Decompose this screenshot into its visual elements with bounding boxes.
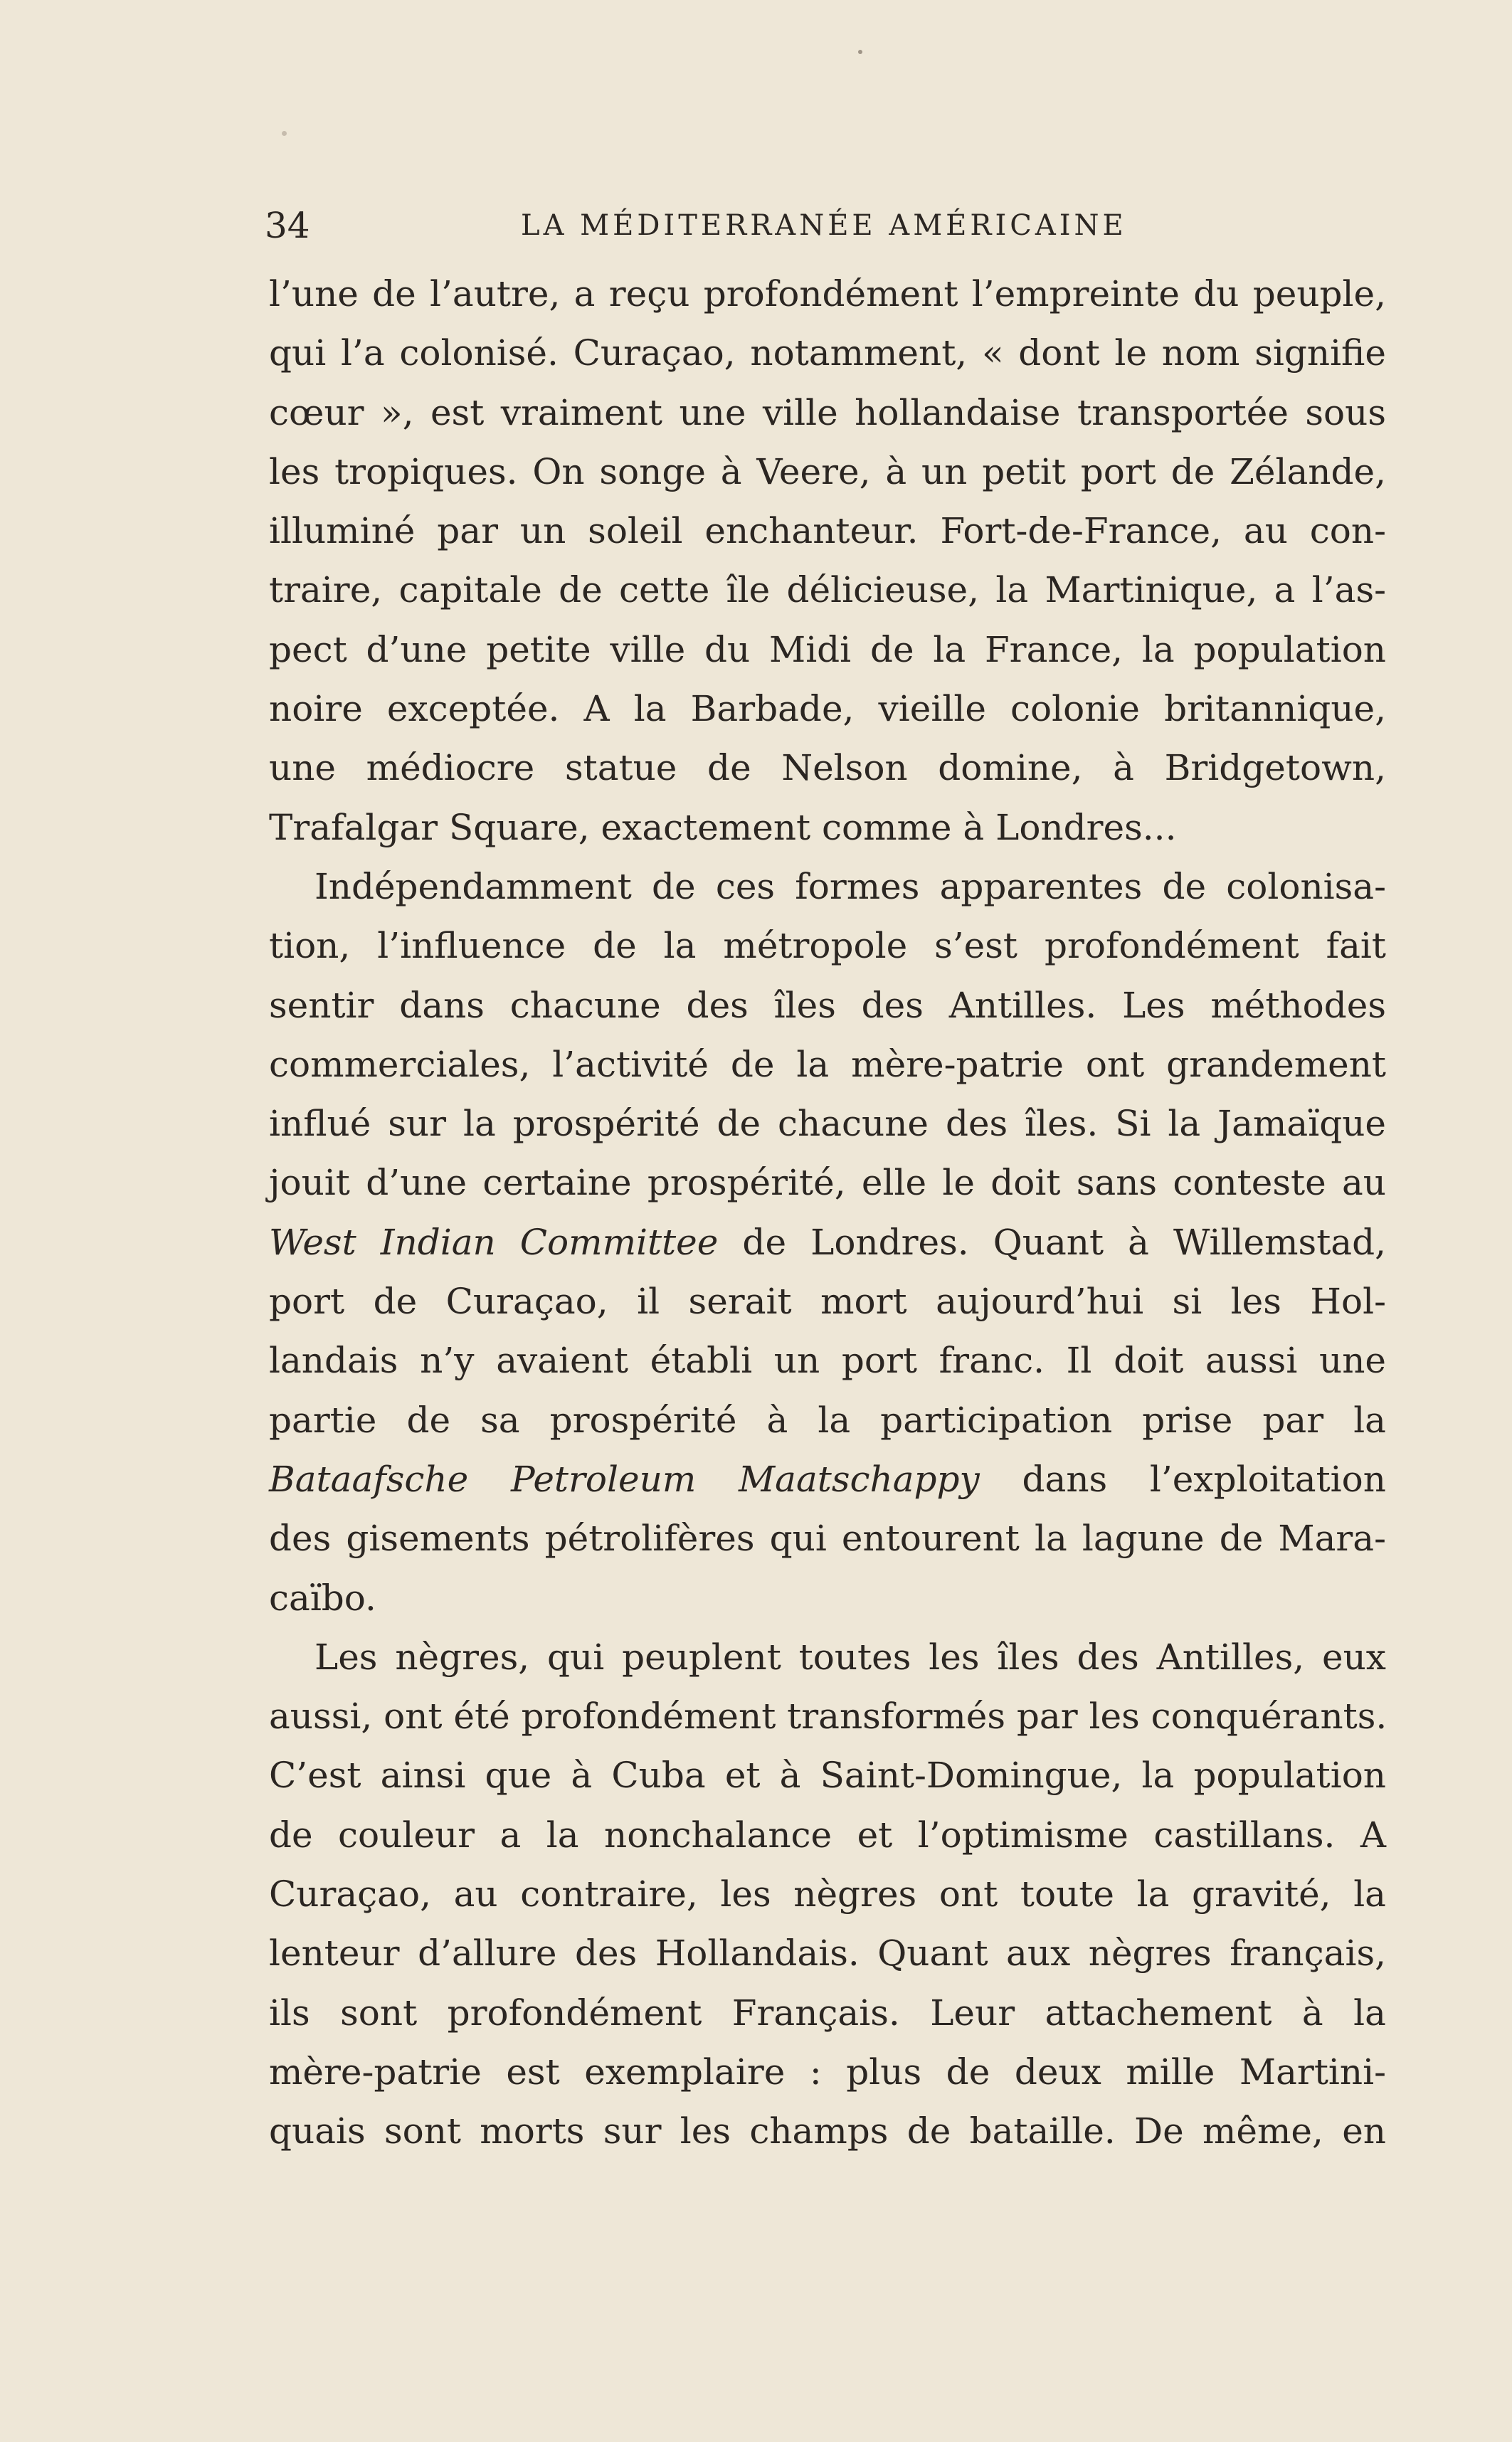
text-line: pect d’une petite ville du Midi de la France, la population [269,628,1386,670]
italic-title: West Indian Committee [269,1221,719,1263]
italic-title: Bataafsche Petroleum Maatschappy [269,1458,980,1500]
text-line: port de Curaçao, il serait mort aujourd’hui si les Hol- [269,1281,1386,1323]
text-line: partie de sa prospérité à la participation prise par la [269,1399,1386,1441]
text-line: Curaçao, au contraire, les nègres ont toute la gravité, la [269,1873,1386,1915]
text-line [269,1213,1386,1272]
text-line: l’une de l’autre, a reçu profondément l’empreinte du peuple, [269,273,1386,314]
text-line: mère-patrie est exemplaire : plus de deux mille Martini- [269,2051,1386,2093]
text-line: Indépendamment de ces formes apparentes de colonisa- [314,865,1386,907]
page-header [265,201,1395,250]
paper-speck [858,50,862,54]
running-title: LA MÉDITERRANÉE AMÉRICAINE [521,209,1127,242]
text-run: de Londres. Quant à Willemstad, [718,1221,1386,1263]
text-line: noire exceptée. A la Barbade, vieille colonie britannique, [269,688,1386,730]
text-line [269,1450,1386,1509]
text-line: jouit d’une certaine prospérité, elle le doit sans conteste au [269,1162,1386,1204]
text-run: dans l’exploitation [979,1458,1386,1500]
text-line: caïbo. [269,1577,376,1619]
text-line: quais sont morts sur les champs de bataille. De même, en [269,2110,1386,2152]
text-line: sentir dans chacune des îles des Antilles. Les méthodes [269,984,1386,1026]
text-line: Les nègres, qui peuplent toutes les îles des Antilles, eux [314,1636,1386,1678]
text-line: influé sur la prospérité de chacune des îles. Si la Jamaïque [269,1103,1386,1145]
text-line: traire, capitale de cette île délicieuse, la Martinique, a l’as- [269,569,1386,611]
text-line: qui l’a colonisé. Curaçao, notamment, « dont le nom signifie [269,332,1386,374]
text-line: tion, l’influence de la métropole s’est profondément fait [269,925,1386,967]
body-text [269,265,1386,2162]
text-line: Trafalgar Square, exactement comme à Londres... [269,806,1177,848]
paper-speck [282,131,287,136]
text-line: lenteur d’allure des Hollandais. Quant aux nègres français, [269,1933,1386,1975]
text-line: une médiocre statue de Nelson domine, à Bridgetown, [269,747,1386,789]
text-line: C’est ainsi que à Cuba et à Saint-Domingue, la population [269,1755,1386,1797]
text-line: commerciales, l’activité de la mère-patrie ont grandement [269,1043,1386,1085]
text-line: landais n’y avaient établi un port franc. Il doit aussi une [269,1340,1386,1382]
text-line: les tropiques. On songe à Veere, à un petit port de Zélande, [269,450,1386,492]
text-line: cœur », est vraiment une ville hollandaise transportée sous [269,391,1386,433]
text-line: illuminé par un soleil enchanteur. Fort-de-France, au con- [269,510,1386,552]
text-line: ils sont profondément Français. Leur attachement à la [269,1992,1386,2034]
text-line: aussi, ont été profondément transformés par les conquérants. [269,1696,1387,1738]
page-number: 34 [265,205,310,246]
text-line: de couleur a la nonchalance et l’optimisme castillans. A [269,1814,1386,1856]
text-line: des gisements pétrolifères qui entourent la lagune de Mara- [269,1518,1386,1560]
